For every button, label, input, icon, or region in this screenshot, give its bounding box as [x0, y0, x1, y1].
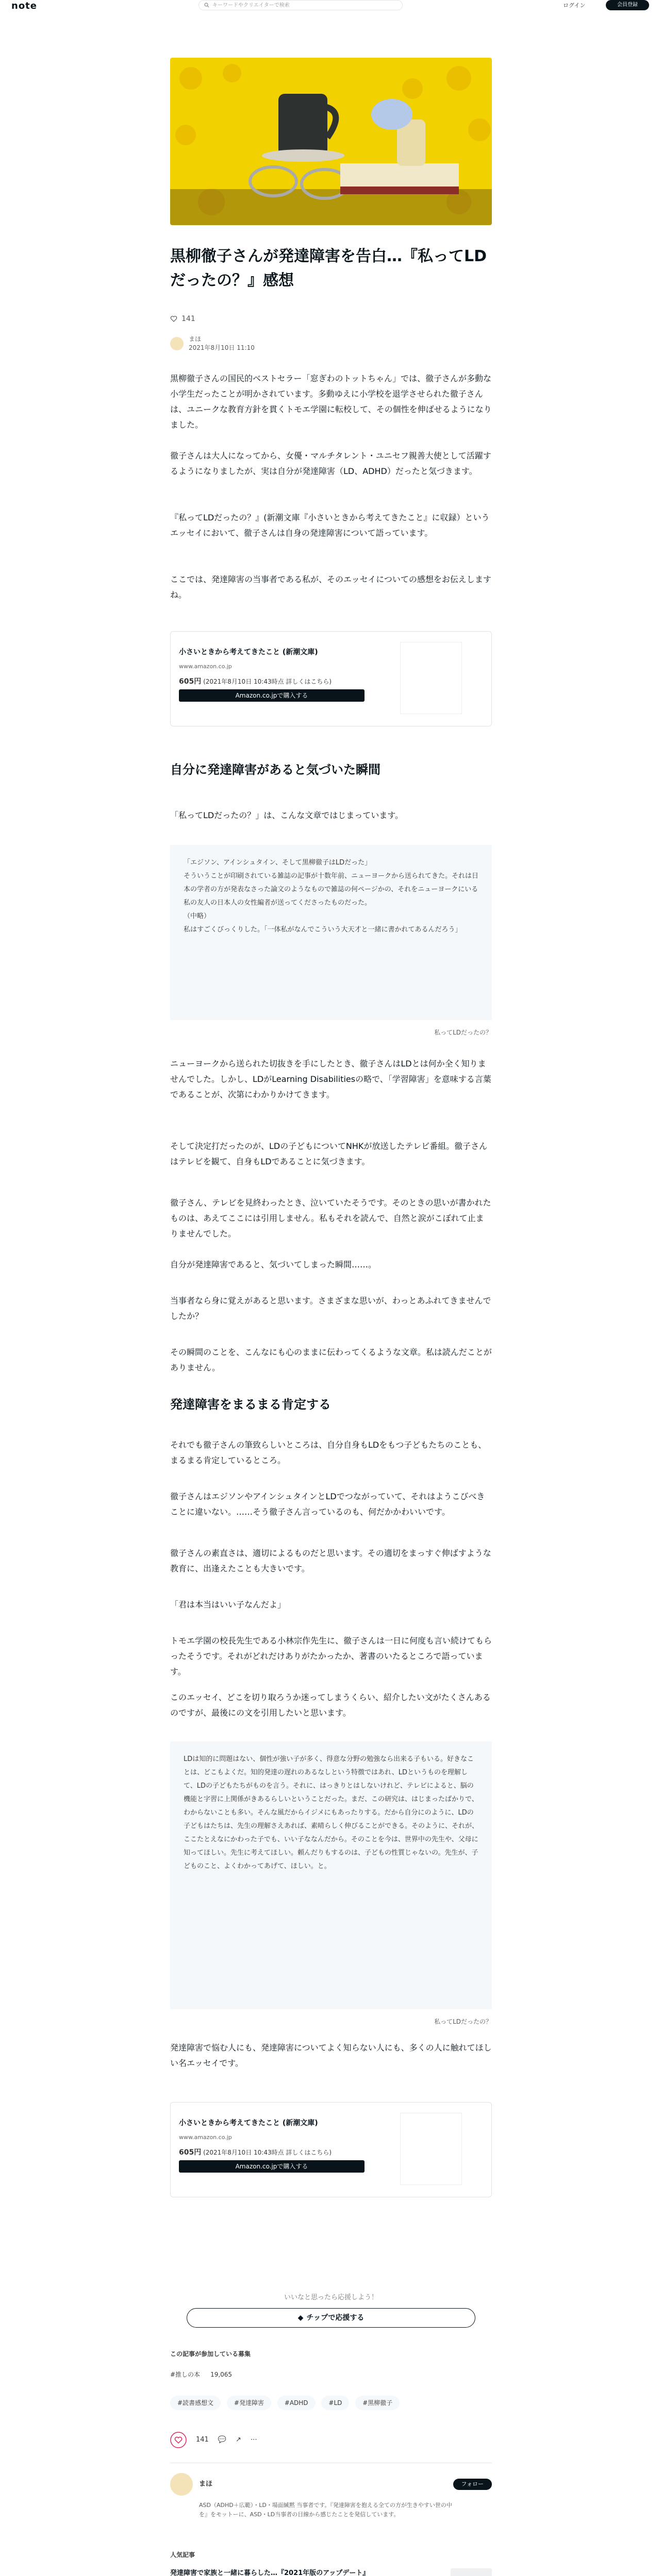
- card-price: 605円 (2021年8月10日 10:43時点 詳しくはこちら): [179, 2148, 332, 2157]
- paragraph: このエッセイ、どこを切り取ろうか迷ってしまうくらい、紹介したい文がたくさんあるのですが、最後にの文を引用したいと思います。: [170, 1692, 491, 1718]
- more-icon[interactable]: ⋯: [250, 2436, 257, 2444]
- tip-button[interactable]: ◆ チップで応援する: [187, 2308, 475, 2328]
- paragraph: そして決定打だったのが、LDの子どもについてNHKが放送したテレビ番組。徹子さんはテレビを観て、自身もLDであることに気づきます。: [170, 1141, 488, 1166]
- profile-card: [170, 2473, 492, 2519]
- profile-bio: ASD（ADHD＋広範）・LD・場面緘黙 当事者です。『発達障害を抱える全ての方が生きやすい世の中を』をモットーに、ASD・LD当事者の目線から感じたことを発信しています。: [199, 2502, 452, 2518]
- blockquote: LDは知的に問題はない、個性が強い子が多く、得意な分野の勉強なら出来る子もいる。好きなことは、どこもよくだ。知的発達の遅れのあるなしという特徴ではあれ、LDというものを理解して、LDの子どもたちがものを言う。それに、はっきりとはしないけれど、テレビによると、脳の機能と字習に上関係がきあるらしいということだった。まだ、この研究は、はじまったばかりで、わからないことも多い。そんな風だからイジメにもあったりする。だから自分にのように、LDの子どもはたちは、先生の理解さえあれば、素晴らしく伸びることができる。そのように、それが、ここたとえなにかわった子でも、いい子ななんだから。そのことを今は、世界中の先生や、父母に知ってほしい。先生に考えてほしい。頼んだりもするのは、子どもの性質じゃないの。先生が、子どものこと、よくわかってあげて、ほしい。と。: [170, 1741, 492, 2009]
- footer-like-count: 141: [196, 2436, 209, 2444]
- search-icon: [204, 3, 209, 8]
- magazine-entry[interactable]: [170, 2370, 232, 2379]
- note-logo[interactable]: note: [11, 1, 37, 11]
- card-price: 605円 (2021年8月10日 10:43時点 詳しくはこちら): [179, 677, 332, 686]
- paragraph: その瞬間のことを、こんなにも心のままに伝わってくるような文章。私は読んだことがありません。: [170, 1347, 492, 1372]
- paragraph: 徹子さん、テレビを見終わったとき、泣いていたそうです。そのときの思いが書かれたものは、あえてここには引用しません。私もそれを読んで、自然と涙がこぼれて止まりませんでした。: [170, 1198, 491, 1239]
- paragraph: 黒柳徹子さんの国民的ベストセラー「窓ぎわのトットちゃん」では、徹子さんが多動な小学生だったことが明かされています。多動ゆえに小学校を退学させられた徹子さんは、ユニークな教育方針を貫くトモエ学園に転校して、その個性を伸ばせるようになりました。: [170, 374, 492, 430]
- support-label: いいなと思ったら応援しよう！: [284, 2294, 378, 2301]
- card-url: www.amazon.co.jp: [179, 2134, 232, 2141]
- section-heading: 自分に発達障害があると気づいた瞬間: [170, 762, 380, 777]
- paragraph: 発達障害で悩む人にも、発達障害についてよく知らない人にも、多くの人に触れてほしい名エッセイです。: [170, 2043, 492, 2068]
- support-section: [170, 2293, 492, 2328]
- tip-icon: ◆: [297, 2313, 304, 2322]
- avatar[interactable]: [170, 337, 184, 350]
- tag[interactable]: #発達障害: [227, 2396, 271, 2410]
- card-title[interactable]: 小さいときから考えてきたこと (新潮文庫): [179, 648, 318, 656]
- profile-name[interactable]: まほ: [199, 2480, 213, 2488]
- publish-date: 2021年8月10日 11:10: [189, 344, 255, 351]
- paragraph: それでも徹子さんの筆致らしいところは、自分自身もLDをもつ子どもたちのことも、まるまる肯定しているところ。: [170, 1440, 487, 1465]
- comment-icon[interactable]: 💬: [218, 2436, 227, 2444]
- like-count: 141: [181, 315, 195, 323]
- tag[interactable]: #黒柳徹子: [355, 2396, 400, 2410]
- paragraph: ニューヨークから送られた切抜きを手にしたとき、徹子さんはLDとは何か全く知りませんでした。しかし、LDがLearning Disabilitiesの略で、「学習障害」を意味する言葉であることが、次第にわかりかけてきます。: [170, 1059, 491, 1099]
- top-header: [0, 0, 662, 12]
- search-placeholder: キーワードやクリエイターで検索: [212, 2, 290, 8]
- heart-icon[interactable]: [170, 315, 177, 323]
- amazon-buy-button[interactable]: Amazon.co.jpで購入する: [179, 2160, 365, 2173]
- paragraph: トモエ学園の校長先生である小林宗作先生に、徹子さんは一日に何度も言い続けてもらったそうです。それがどれだけありがたかったか、著書のいたるところで語っています。: [170, 1636, 492, 1676]
- paragraph: 当事者なら身に覚えがあると思います。さまざまな思いが、わっとあふれてきませんでしたか？: [170, 1296, 491, 1321]
- hero-image: [170, 58, 492, 225]
- popular-label: 人気記事: [170, 2551, 195, 2558]
- paragraph: ここでは、発達障害の当事者である私が、そのエッセイについての感想をお伝えしますね。: [170, 574, 491, 600]
- quote-source: 私ってLDだったの？: [434, 1029, 492, 1036]
- search-input[interactable]: [198, 0, 403, 10]
- article-title: 黒柳徹子さんが発達障害を告白…『私ってLDだったの？』感想: [170, 247, 487, 290]
- footer-actions: [170, 2432, 257, 2448]
- amazon-card[interactable]: [170, 2102, 492, 2197]
- book-cover-image: [400, 642, 462, 714]
- paragraph: 徹子さんは大人になってから、女優・マルチタレント・ユニセフ親善大使として活躍するようになりましたが、実は自分が発達障害（LD、ADHD）だったと気づきます。: [170, 451, 491, 476]
- magazine-count: 19,065: [210, 2371, 233, 2378]
- quote-source: 私ってLDだったの？: [434, 2018, 492, 2025]
- magazine-label: この記事が参加している募集: [170, 2350, 251, 2358]
- avatar[interactable]: [170, 2473, 193, 2496]
- login-link[interactable]: ログイン: [563, 2, 586, 9]
- card-url: www.amazon.co.jp: [179, 663, 232, 670]
- paragraph: 『私ってLDだったの？』(新潮文庫『小さいときから考えてきたこと』に収録）というエッセイにおいて、徹子さんは自身の発達障害について語っています。: [170, 513, 490, 538]
- book-cover-image: [400, 2113, 462, 2185]
- author-name[interactable]: まほ: [189, 335, 202, 343]
- paragraph: 「私ってLDだったの？」は、こんな文章ではじまっています。: [170, 810, 403, 820]
- tag[interactable]: #LD: [321, 2396, 349, 2410]
- paragraph: 徹子さんはエジソンやアインシュタインとLDでつながっていて、それはようこびべきことに違いない。……そう徹子さん言っているのも、何だかかわいいです。: [170, 1492, 485, 1517]
- paragraph: 自分が発達障害であると、気づいてしまった瞬間……。: [170, 1260, 377, 1269]
- author-top[interactable]: [170, 335, 255, 352]
- amazon-buy-button[interactable]: Amazon.co.jpで購入する: [179, 689, 365, 702]
- signup-button[interactable]: 会員登録: [606, 0, 649, 10]
- amazon-card[interactable]: [170, 631, 492, 726]
- paragraph: 徹子さんの素直さは、適切によるものだと思います。その適切をまっすぐ伸ばすような教育に、出逢えたことも大きいです。: [170, 1548, 491, 1573]
- popular-item[interactable]: 発達障害で家族と一緒に暮らした…『2021年版のアップデート』: [170, 2568, 492, 2576]
- section-heading: 発達障害をまるまる肯定する: [170, 1397, 331, 1412]
- tag[interactable]: #読書感想文: [170, 2396, 221, 2410]
- card-title[interactable]: 小さいときから考えてきたこと (新潮文庫): [179, 2119, 318, 2127]
- paragraph: 「君は本当はいい子なんだよ」: [170, 1600, 286, 1609]
- magazine-name[interactable]: #推しの本: [170, 2371, 201, 2378]
- like-count-top[interactable]: [170, 312, 195, 326]
- tag-list: [170, 2396, 404, 2410]
- follow-button[interactable]: フォロー: [453, 2479, 492, 2490]
- share-icon[interactable]: ↗: [236, 2436, 241, 2444]
- blockquote: 「エジソン、アインシュタイン、そして黒柳徹子はLDだった」 そういうことが印刷されている雑誌の記事が十数年前、ニューヨークから送られてきた。それは日本の学者の方が発表なさった論文のようなもので雑誌の何ページかの、それをニューヨークにいる私の友人の日本人の女性編者が送ってくださったものだった。 （中略） 私はすごくびっくりした。「一体私がなんでこういう大天才と一緒に書かれてあるんだろう」: [170, 845, 492, 1020]
- tag[interactable]: #ADHD: [277, 2396, 316, 2410]
- heart-icon[interactable]: [170, 2432, 187, 2448]
